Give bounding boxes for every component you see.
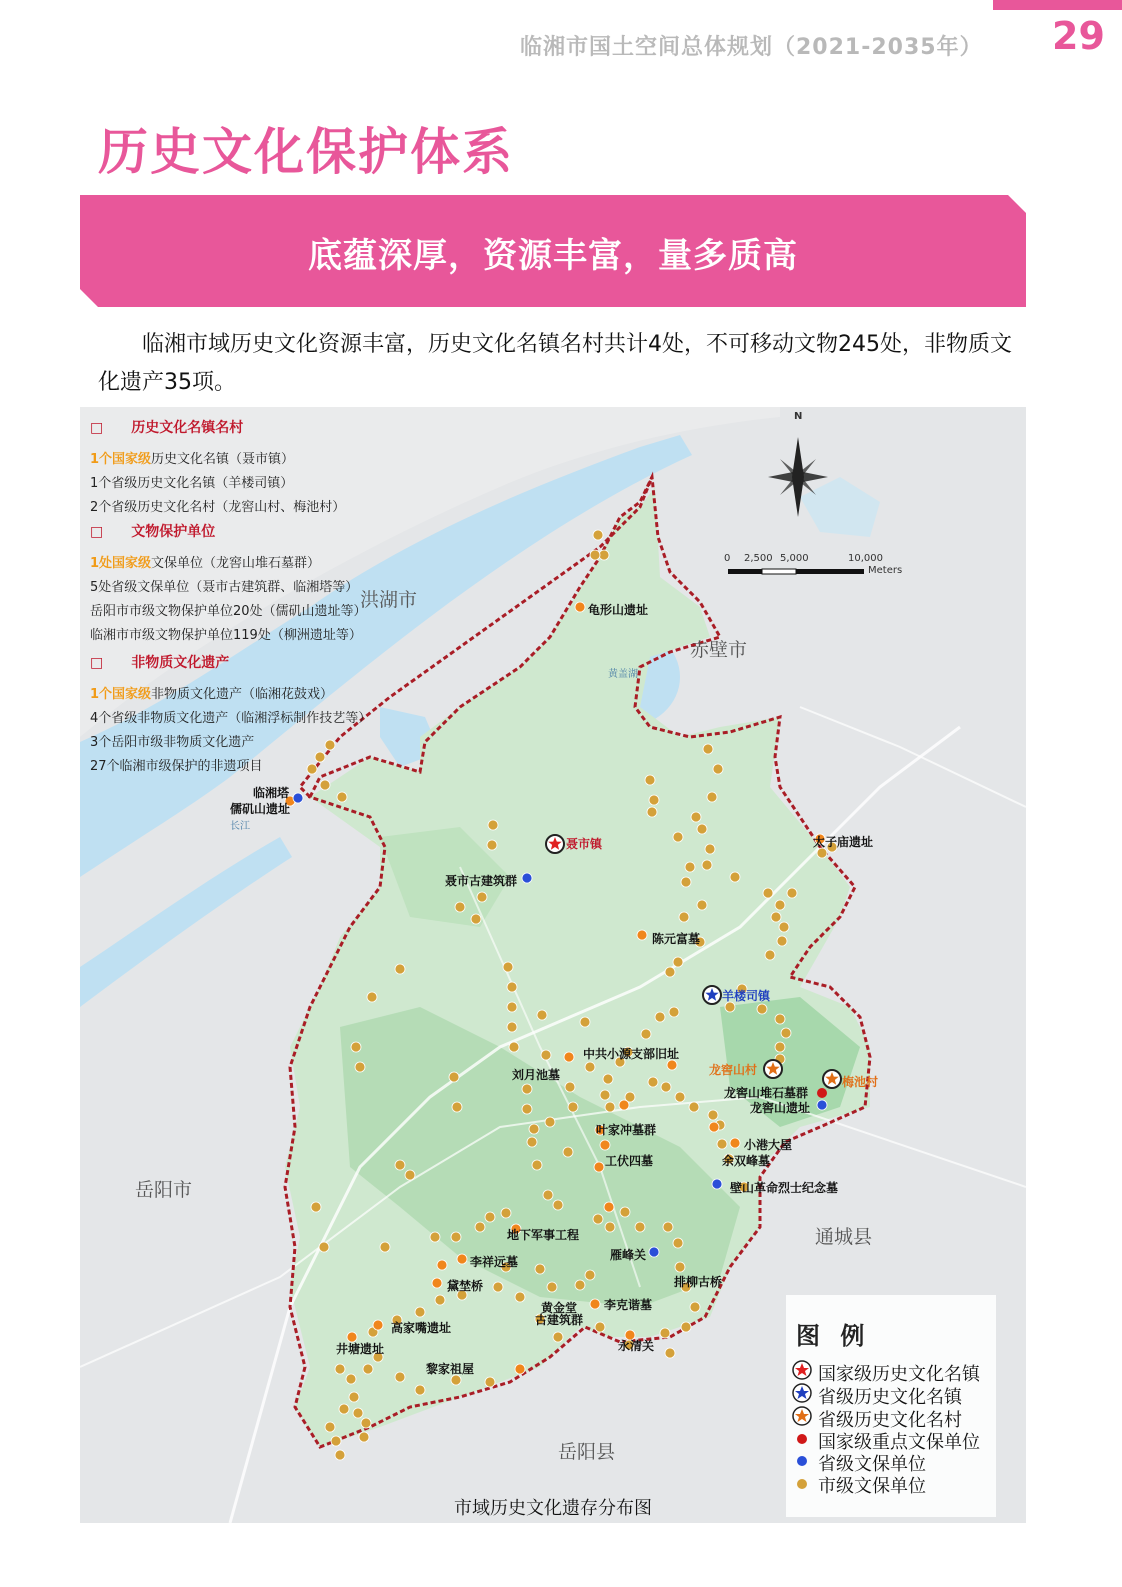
- scale-tick-5000: 5,000: [780, 553, 809, 564]
- city-heritage-dot: [580, 1017, 590, 1027]
- site-meichi-village: 梅池村: [842, 1075, 879, 1089]
- inset-line-11: 27个临湘市级保护的非遗项目: [90, 759, 263, 774]
- city-heritage-dot: [501, 1208, 511, 1218]
- site-pailiu-bridge: 排柳古桥: [674, 1275, 723, 1289]
- city-heritage-dot: [315, 752, 325, 762]
- site-duishi-tombs: 龙窖山堆石墓群: [724, 1086, 809, 1100]
- city-heritage-dot: [655, 1012, 665, 1022]
- city-heritage-dot: [730, 872, 740, 882]
- city-heritage-dot: [471, 914, 481, 924]
- city-heritage-dot: [599, 550, 609, 560]
- site-huangjintang: 黄金堂: [541, 1301, 578, 1315]
- city-heritage-dot: [585, 1062, 595, 1072]
- legend-item-national-town: 国家级历史文化名镇: [818, 1364, 980, 1385]
- site-marker-dot: [432, 1278, 442, 1288]
- legend-item-provincial-unit: 省级文保单位: [818, 1454, 926, 1475]
- city-heritage-dot: [590, 550, 600, 560]
- city-heritage-dot: [395, 964, 405, 974]
- city-heritage-dot: [707, 792, 717, 802]
- city-heritage-dot: [535, 1264, 545, 1274]
- city-heritage-dot: [522, 1104, 532, 1114]
- city-heritage-dot: [681, 877, 691, 887]
- site-gongfu: 工伏四墓: [605, 1154, 654, 1168]
- legend-red-star-icon: [793, 1361, 811, 1379]
- city-heritage-dot: [545, 1117, 555, 1127]
- legend-gold-dot-icon: [797, 1479, 807, 1489]
- site-marker-dot: [437, 1260, 447, 1270]
- city-heritage-dot: [509, 1042, 519, 1052]
- city-heritage-dot: [600, 1090, 610, 1100]
- city-heritage-dot: [307, 764, 317, 774]
- city-heritage-dot: [675, 1092, 685, 1102]
- site-yushuangfeng: 余双峰墓: [722, 1154, 771, 1168]
- legend-item-provincial-village: 省级历史文化名村: [818, 1410, 962, 1431]
- section-title: 历史文化保护体系: [98, 123, 514, 181]
- city-heritage-dot: [593, 1214, 603, 1224]
- site-longjiao-ruins: 龙窖山遗址: [750, 1101, 811, 1115]
- provincial-unit-dot: [649, 1247, 659, 1257]
- inset-heading-towns: □ 历史文化名镇名村: [90, 420, 244, 436]
- city-heritage-dot: [553, 1332, 563, 1342]
- page-number: 29: [1052, 14, 1105, 58]
- city-heritage-dot: [781, 1028, 791, 1038]
- provincial-unit-dot: [817, 1100, 827, 1110]
- city-heritage-dot: [635, 1222, 645, 1232]
- city-heritage-dot: [339, 1404, 349, 1414]
- city-heritage-dot: [451, 1232, 461, 1242]
- city-heritage-dot: [493, 1282, 503, 1292]
- inset-line-9: 4个省级非物质文化遗产（临湘浮标制作技艺等）: [90, 711, 372, 726]
- city-heritage-dot: [620, 1207, 630, 1217]
- city-heritage-dot: [603, 1074, 613, 1084]
- city-heritage-dot: [455, 902, 465, 912]
- header-accent-bar: [993, 0, 1122, 10]
- city-heritage-dot: [691, 812, 701, 822]
- inset-line-1: 1个国家级历史文化名镇（聂市镇）: [90, 452, 295, 467]
- city-heritage-dot: [787, 888, 797, 898]
- inset-line-8: 1个国家级非物质文化遗产（临湘花鼓戏）: [90, 687, 334, 702]
- provincial-unit-dot: [712, 1179, 722, 1189]
- site-yanfengguan: 雁峰关: [610, 1248, 647, 1262]
- city-heritage-dot: [648, 1077, 658, 1087]
- site-marker-dot: [604, 1202, 614, 1212]
- site-marker-dot: [373, 1320, 383, 1330]
- city-heritage-dot: [541, 1050, 551, 1060]
- site-likexie: 李克谐墓: [604, 1298, 653, 1312]
- north-label: N: [794, 411, 803, 422]
- site-linxiang-ta: 临湘塔: [253, 786, 290, 800]
- site-lixiangyuan: 李祥远墓: [470, 1255, 519, 1269]
- city-heritage-dot: [771, 912, 781, 922]
- city-heritage-dot: [690, 1302, 700, 1312]
- inset-line-5: 5处省级文保单位（聂市古建筑群、临湘塔等）: [90, 580, 359, 595]
- site-liuyuechi: 刘月池墓: [512, 1068, 561, 1082]
- city-heritage-dot: [663, 1222, 673, 1232]
- site-chenyuanfu: 陈元富墓: [652, 932, 701, 946]
- city-heritage-dot: [351, 1042, 361, 1052]
- city-heritage-dot: [775, 1042, 785, 1052]
- city-heritage-dot: [532, 1160, 542, 1170]
- inset-line-10: 3个岳阳市级非物质文化遗产: [90, 735, 255, 750]
- city-heritage-dot: [430, 1232, 440, 1242]
- region-honghu: 洪湖市: [360, 589, 418, 611]
- city-heritage-dot: [485, 1212, 495, 1222]
- legend-blue-dot-icon: [797, 1456, 807, 1466]
- inset-heading-intangible: □ 非物质文化遗产: [90, 655, 230, 671]
- site-bishan: 壁山革命烈士纪念墓: [730, 1181, 839, 1195]
- city-heritage-dot: [359, 1432, 369, 1442]
- city-heritage-dot: [665, 1348, 675, 1358]
- city-heritage-dot: [702, 860, 712, 870]
- city-heritage-dot: [705, 844, 715, 854]
- city-heritage-dot: [475, 1222, 485, 1232]
- inset-line-4: 1处国家级文保单位（龙窖山堆石墓群）: [90, 556, 321, 571]
- city-heritage-dot: [593, 530, 603, 540]
- city-heritage-dot: [697, 824, 707, 834]
- city-heritage-dot: [487, 840, 497, 850]
- provincial-unit-dot: [293, 793, 303, 803]
- city-heritage-dot: [641, 1029, 651, 1039]
- city-heritage-dot: [507, 1002, 517, 1012]
- city-heritage-dot: [537, 1010, 547, 1020]
- city-heritage-dot: [660, 1328, 670, 1338]
- city-heritage-dot: [697, 900, 707, 910]
- region-yueyang-city: 岳阳市: [135, 1179, 193, 1201]
- city-heritage-dot: [595, 1322, 605, 1332]
- city-heritage-dot: [380, 1242, 390, 1252]
- intro-paragraph: 临湘市域历史文化资源丰富，历史文化名镇名村共计4处，不可移动文物245处，非物质文化遗产35项。: [98, 332, 1012, 395]
- inset-line-7: 临湘市市级文物保护单位119处（柳洲遗址等）: [90, 628, 362, 643]
- city-heritage-dot: [645, 775, 655, 785]
- legend-orange-star-icon: [793, 1407, 811, 1425]
- city-heritage-dot: [367, 992, 377, 1002]
- city-heritage-dot: [477, 892, 487, 902]
- inset-line-3: 2个省级历史文化名村（龙窖山村、梅池村）: [90, 500, 346, 515]
- region-yueyang-county: 岳阳县: [558, 1441, 616, 1463]
- legend-item-city-unit: 市级文保单位: [818, 1476, 926, 1497]
- city-heritage-dot: [703, 744, 713, 754]
- map-caption: 市域历史文化遗存分布图: [454, 1498, 652, 1519]
- site-guixingshan: 龟形山遗址: [588, 603, 649, 617]
- scale-bar: [728, 569, 864, 574]
- site-zhonggong: 中共小源支部旧址: [583, 1047, 680, 1061]
- legend-item-provincial-town: 省级历史文化名镇: [818, 1387, 962, 1408]
- city-heritage-dot: [765, 950, 775, 960]
- city-heritage-dot: [547, 1282, 557, 1292]
- city-heritage-dot: [568, 1102, 578, 1112]
- city-heritage-dot: [346, 1374, 356, 1384]
- city-heritage-dot: [325, 740, 335, 750]
- map-legend-title: 图 例: [796, 1322, 871, 1350]
- scale-unit: Meters: [868, 565, 903, 576]
- city-heritage-dot: [488, 820, 498, 830]
- site-marker-dot: [619, 1100, 629, 1110]
- city-heritage-dot: [311, 1202, 321, 1212]
- city-heritage-dot: [553, 1200, 563, 1210]
- city-heritage-dot: [415, 1307, 425, 1317]
- city-heritage-dot: [337, 792, 347, 802]
- site-xiaogang: 小港大屋: [744, 1138, 793, 1152]
- city-heritage-dot: [331, 1436, 341, 1446]
- city-heritage-dot: [673, 957, 683, 967]
- city-heritage-dot: [681, 1322, 691, 1332]
- city-heritage-dot: [361, 1418, 371, 1428]
- inset-heading-relics: □ 文物保护单位: [90, 524, 216, 540]
- site-jingtang: 井塘遗址: [336, 1342, 385, 1356]
- city-heritage-dot: [605, 1102, 615, 1112]
- city-heritage-dot: [522, 1084, 532, 1094]
- site-gujianzhu: 古建筑群: [535, 1313, 584, 1327]
- region-chibi: 赤壁市: [690, 639, 748, 661]
- city-heritage-dot: [708, 1110, 718, 1120]
- city-heritage-dot: [689, 1102, 699, 1112]
- city-heritage-dot: [713, 764, 723, 774]
- city-heritage-dot: [675, 1262, 685, 1272]
- city-heritage-dot: [319, 1242, 329, 1252]
- inset-line-6: 岳阳市市级文物保护单位20处（儒矶山遗址等）: [90, 604, 367, 619]
- site-ruji: 儒矶山遗址: [230, 802, 291, 816]
- city-heritage-dot: [363, 1364, 373, 1374]
- map-legend-symbols: [792, 1358, 816, 1508]
- city-heritage-dot: [449, 1072, 459, 1082]
- city-heritage-dot: [661, 1082, 671, 1092]
- site-yanglousi-town: 羊楼司镇: [722, 989, 771, 1003]
- city-heritage-dot: [775, 900, 785, 910]
- city-heritage-dot: [335, 1450, 345, 1460]
- city-heritage-dot: [435, 1295, 445, 1305]
- city-heritage-dot: [563, 1147, 573, 1157]
- legend-blue-star-icon: [793, 1384, 811, 1402]
- city-heritage-dot: [452, 1102, 462, 1112]
- site-daijiaqiao: 黛埜桥: [447, 1279, 484, 1293]
- banner-text: 底蕴深厚，资源丰富，量多质高: [308, 236, 798, 276]
- region-tongcheng: 通城县: [815, 1226, 873, 1248]
- city-heritage-dot: [565, 1082, 575, 1092]
- site-dixia: 地下军事工程: [507, 1228, 580, 1242]
- city-heritage-dot: [673, 832, 683, 842]
- city-heritage-dot: [669, 1007, 679, 1017]
- city-heritage-dot: [685, 862, 695, 872]
- legend-item-national-unit: 国家级重点文保单位: [818, 1432, 980, 1453]
- city-heritage-dot: [353, 1408, 363, 1418]
- city-heritage-dot: [325, 1422, 335, 1432]
- city-heritage-dot: [777, 936, 787, 946]
- site-longjiaoshan-village: 龙窖山村: [709, 1063, 758, 1077]
- city-heritage-dot: [679, 912, 689, 922]
- city-heritage-dot: [485, 1377, 495, 1387]
- label-yangtze: 长江: [230, 821, 250, 832]
- site-marker-dot: [575, 602, 585, 612]
- city-heritage-dot: [355, 1062, 365, 1072]
- city-heritage-dot: [405, 1170, 415, 1180]
- site-taizimiao: 太子庙遗址: [813, 835, 874, 849]
- site-marker-dot: [600, 1140, 610, 1150]
- city-heritage-dot: [717, 1139, 727, 1149]
- city-heritage-dot: [585, 1270, 595, 1280]
- site-marker-dot: [457, 1254, 467, 1264]
- site-marker-dot: [637, 930, 647, 940]
- label-huanggai-lake: 黄盖湖: [608, 669, 638, 680]
- site-marker-dot: [709, 1122, 719, 1132]
- city-heritage-dot: [320, 780, 330, 790]
- scale-tick-10000: 10,000: [848, 553, 883, 564]
- city-heritage-dot: [507, 1022, 517, 1032]
- city-heritage-dot: [415, 1385, 425, 1395]
- site-marker-dot: [515, 1364, 525, 1374]
- city-heritage-dot: [529, 1124, 539, 1134]
- site-nieshi-buildings: 聂市古建筑群: [445, 874, 518, 888]
- document-title: 临湘市国土空间总体规划（2021-2035年）: [520, 35, 983, 60]
- site-gaojiazui: 高家嘴遗址: [391, 1321, 452, 1335]
- city-heritage-dot: [673, 1238, 683, 1248]
- inset-line-2: 1个省级历史文化名镇（羊楼司镇）: [90, 476, 294, 491]
- city-heritage-dot: [665, 967, 675, 977]
- national-unit-dot: [817, 1088, 827, 1098]
- city-heritage-dot: [527, 1137, 537, 1147]
- site-lijia-ancestral: 黎家祖屋: [426, 1362, 475, 1376]
- city-heritage-dot: [647, 807, 657, 817]
- city-heritage-dot: [349, 1392, 359, 1402]
- site-marker-dot: [590, 1299, 600, 1309]
- site-nieshi-town: 聂市镇: [566, 837, 603, 851]
- site-marker-dot: [594, 1162, 604, 1172]
- city-heritage-dot: [575, 1280, 585, 1290]
- city-heritage-dot: [763, 888, 773, 898]
- city-heritage-dot: [779, 922, 789, 932]
- provincial-unit-dot: [522, 873, 532, 883]
- city-heritage-dot: [395, 1372, 405, 1382]
- city-heritage-dot: [605, 1222, 615, 1232]
- city-heritage-dot: [503, 962, 513, 972]
- city-heritage-dot: [395, 1160, 405, 1170]
- city-heritage-dot: [507, 982, 517, 992]
- site-yongqingguan: 永清关: [618, 1339, 655, 1353]
- site-marker-dot: [564, 1052, 574, 1062]
- city-heritage-dot: [335, 1364, 345, 1374]
- city-heritage-dot: [649, 795, 659, 805]
- site-marker-dot: [730, 1138, 740, 1148]
- city-heritage-dot: [543, 1190, 553, 1200]
- scale-tick-0: 0: [724, 553, 731, 564]
- city-heritage-dot: [775, 1014, 785, 1024]
- city-heritage-dot: [515, 1292, 525, 1302]
- city-heritage-dot: [757, 1004, 767, 1014]
- site-yejiachong: 叶家冲墓群: [596, 1123, 657, 1137]
- scale-tick-2500: 2,500: [744, 553, 773, 564]
- legend-red-dot-icon: [797, 1434, 807, 1444]
